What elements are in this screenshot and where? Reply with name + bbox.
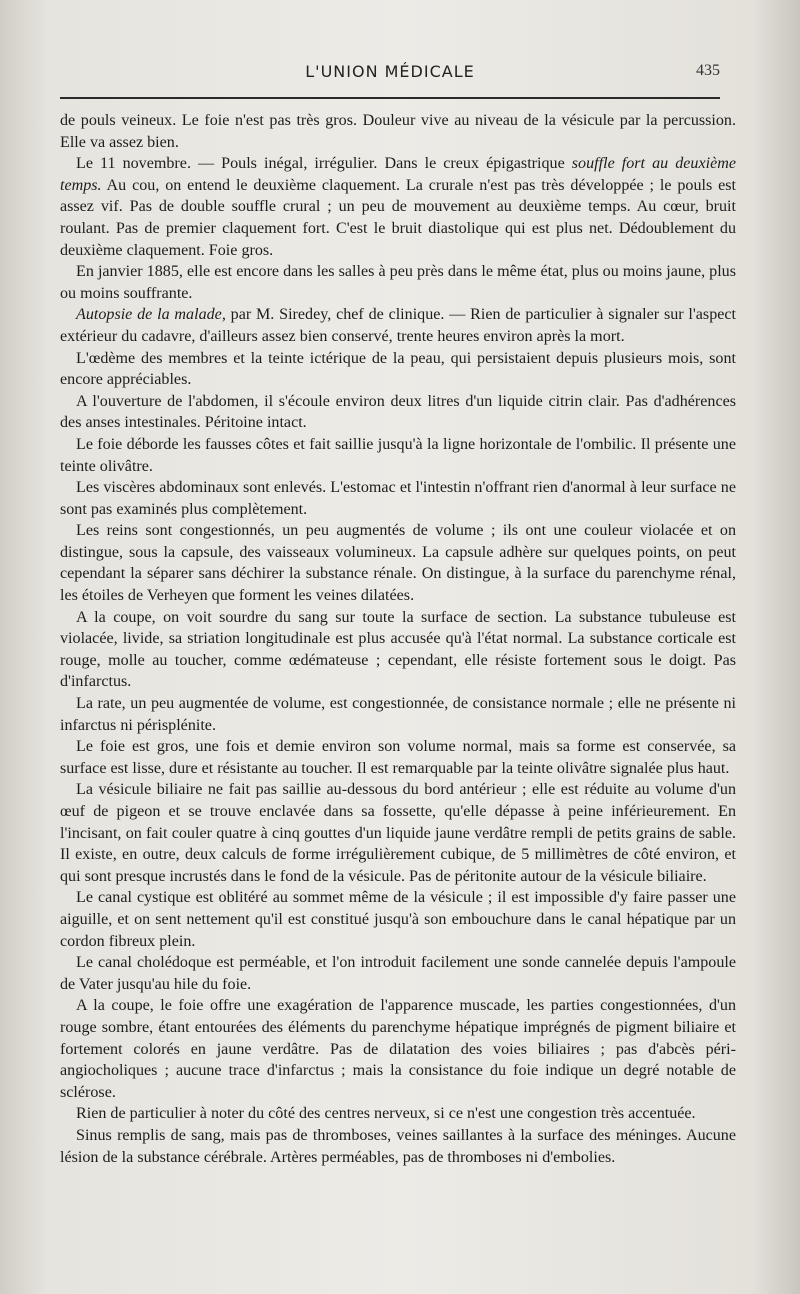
paragraph: A l'ouverture de l'abdomen, il s'écoule environ deux litres d'un liquide citrin clair. Pas d'adhérences des anses intestinales. Péritoine intact.	[60, 392, 736, 432]
paragraph: Les viscères abdominaux sont enlevés. L'estomac et l'intestin n'offrant rien d'anormal à leur surface ne sont pas examinés plus complètement.	[60, 479, 736, 518]
page-number: 435	[696, 62, 720, 79]
paragraph: L'œdème des membres et la teinte ictérique de la peau, qui persistaient depuis plusieurs mois, sont encore appréciables.	[60, 349, 736, 389]
body-text	[60, 110, 736, 1168]
paragraph: En janvier 1885, elle est encore dans les salles à peu près dans le même état, plus ou moins jaune, plus ou moins souffrante.	[60, 263, 736, 302]
paragraph: Le canal cystique est oblitéré au sommet même de la vésicule ; il est impossible d'y faire passer une aiguille, et on sent nettement qu'il est constitué jusqu'à son embouchure dans le canal hépatique par un cordon fibreux plein.	[60, 889, 736, 950]
page-header	[60, 62, 720, 90]
paragraph: Sinus remplis de sang, mais pas de thromboses, veines saillantes à la surface des méninges. Aucune lésion de la substance cérébrale. Artères perméables, pas de thromboses ni d'embolies.	[60, 1126, 736, 1166]
paragraph: A la coupe, on voit sourdre du sang sur toute la surface de section. La substance tubuleuse est violacée, livide, sa striation longitudinale est plus accusée qu'à l'état normal. La substance corticale est rouge, molle au toucher, comme œdémateuse ; cependant, elle résiste fortement sous le doigt. Pas d'infarctus.	[60, 608, 736, 691]
paragraph: Le foie est gros, une fois et demie environ son volume normal, mais sa forme est conservée, sa surface est lisse, dure et résistante au toucher. Il est remarquable par la teinte olivâtre signalée plus haut.	[60, 738, 736, 777]
paragraph: Le canal cholédoque est perméable, et l'on introduit facilement une sonde cannelée depuis l'ampoule de Vater jusqu'au hile du foie.	[60, 954, 736, 993]
paragraph: Les reins sont congestionnés, un peu augmentés de volume ; ils ont une couleur violacée et on distingue, sous la capsule, des vaisseaux volumineux. La capsule adhère sur quelques points, on peut cependant la séparer sans déchirer la substance rénale. On distingue, à la surface du parenchyme rénal, les étoiles de Verheyen que forment les veines dilatées.	[60, 522, 736, 605]
paragraph: A la coupe, le foie offre une exagération de l'apparence muscade, les parties congestionnées, d'un rouge sombre, étant entourées des éléments du parenchyme hépatique imprégnés de pigment biliaire et fortement colorés en jaune verdâtre. Pas de dilatation des voies biliaires ; pas d'abcès péri-angiocholiques ; aucune trace d'infarctus ; mais la consistance du foie indique un degré notable de sclérose.	[60, 997, 736, 1101]
header-rule	[60, 97, 720, 99]
paragraph: La vésicule biliaire ne fait pas saillie au-dessous du bord antérieur ; elle est réduite au volume d'un œuf de pigeon et se trouve enclavée dans sa fossette, qu'elle dépasse à peine inférieurement. En l'incisant, on fait couler quatre à cinq gouttes d'un liquide jaune verdâtre rempli de petits grains de sable. Il existe, en outre, deux calculs de forme irrégulièrement cubique, de 5 millimètres de côté environ, et qui sont presque incrustés dans le fond de la vésicule. Pas de péritonite autour de la vésicule biliaire.	[60, 781, 736, 885]
paragraph: Le foie déborde les fausses côtes et fait saillie jusqu'à la ligne horizontale de l'ombilic. Il présente une teinte olivâtre.	[60, 435, 736, 475]
paragraph: Le 11 novembre. — Pouls inégal, irrégulier. Dans le creux épigastrique souffle fort au deuxième temps. Au cou, on entend le deuxième claquement. La crurale n'est pas très développée ; le pouls est assez vif. Pas de double souffle crural ; un peu de mouvement au deuxième temps. Au cœur, bruit roulant. Pas de premier claquement fort. C'est le bruit diastolique qui est plus net. Dédoublement du deuxième claquement. Foie gros.	[60, 155, 736, 259]
paragraph: Rien de particulier à noter du côté des centres nerveux, si ce n'est une congestion très accentuée.	[76, 1105, 696, 1123]
paragraph: La rate, un peu augmentée de volume, est congestionnée, de consistance normale ; elle ne présente ni infarctus ni périsplénite.	[60, 695, 736, 734]
paragraph: de pouls veineux. Le foie n'est pas très gros. Douleur vive au niveau de la vésicule par la percussion. Elle va assez bien.	[60, 112, 736, 151]
running-title: L'UNION MÉDICALE	[305, 62, 475, 81]
paragraph: Autopsie de la malade, par M. Siredey, chef de clinique. — Rien de particulier à signaler sur l'aspect extérieur du cadavre, d'ailleurs assez bien conservé, trente heures environ après la mort.	[60, 306, 736, 345]
